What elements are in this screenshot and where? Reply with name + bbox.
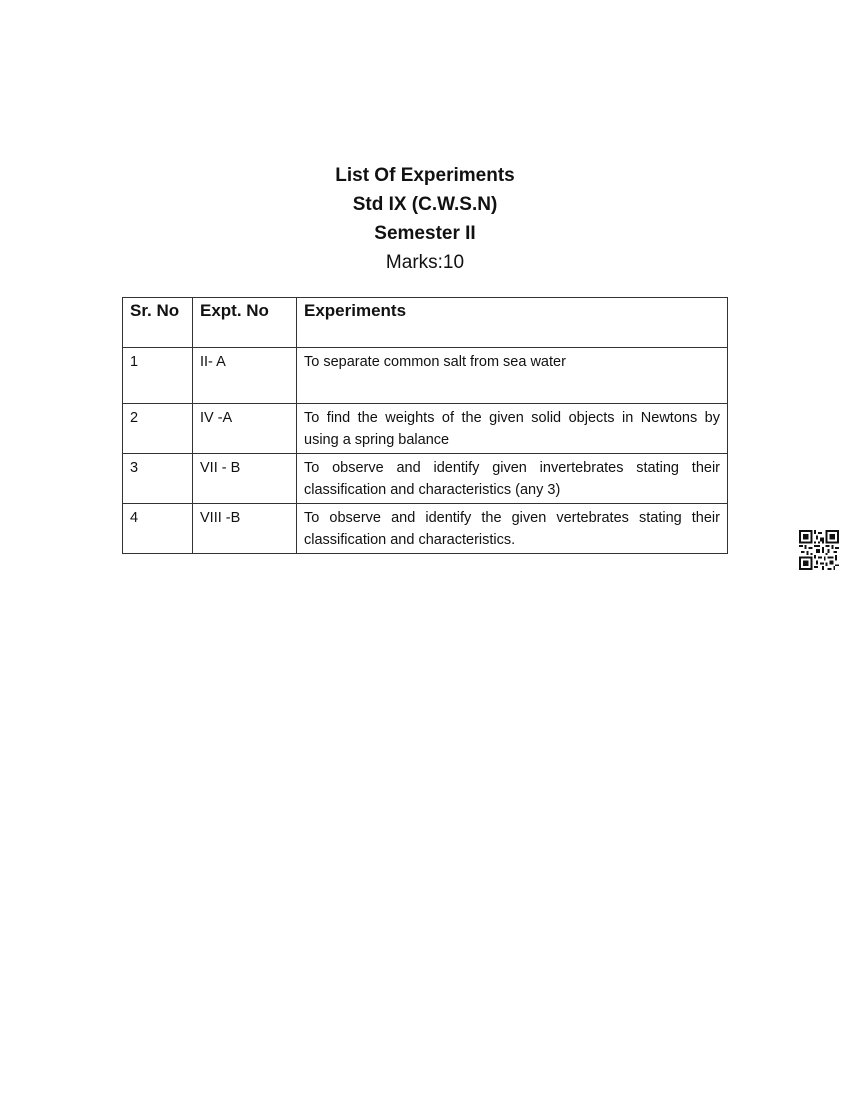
cell-expt-no: VII - B — [193, 454, 297, 504]
cell-experiment: To observe and identify the given vertebrates stating their classification and characteristics. — [297, 504, 728, 554]
cell-sr-no: 3 — [123, 454, 193, 504]
table-row — [123, 404, 728, 454]
header-experiments: Experiments — [297, 298, 728, 348]
cell-experiment: To observe and identify given invertebrates stating their classification and characteristics (any 3) — [297, 454, 728, 504]
cell-sr-no: 2 — [123, 404, 193, 454]
semester-label: Semester II — [374, 223, 476, 244]
header-sr-no: Sr. No — [123, 298, 193, 348]
cell-experiment: To find the weights of the given solid objects in Newtons by using a spring balance — [297, 404, 728, 454]
experiments-table — [122, 297, 728, 554]
cell-expt-no: VIII -B — [193, 504, 297, 554]
qr-code-icon[interactable] — [799, 530, 839, 570]
cell-experiment: To separate common salt from sea water — [297, 348, 728, 404]
table-header-row — [123, 298, 728, 348]
table-row — [123, 504, 728, 554]
standard-label: Std IX (C.W.S.N) — [352, 194, 498, 215]
table-row — [123, 348, 728, 404]
cell-expt-no: IV -A — [193, 404, 297, 454]
marks-label: Marks:10 — [385, 252, 465, 273]
document-heading — [0, 161, 850, 277]
cell-sr-no: 1 — [123, 348, 193, 404]
table-row — [123, 454, 728, 504]
cell-sr-no: 4 — [123, 504, 193, 554]
cell-expt-no: II- A — [193, 348, 297, 404]
document-title: List Of Experiments — [335, 165, 515, 186]
header-expt-no: Expt. No — [193, 298, 297, 348]
